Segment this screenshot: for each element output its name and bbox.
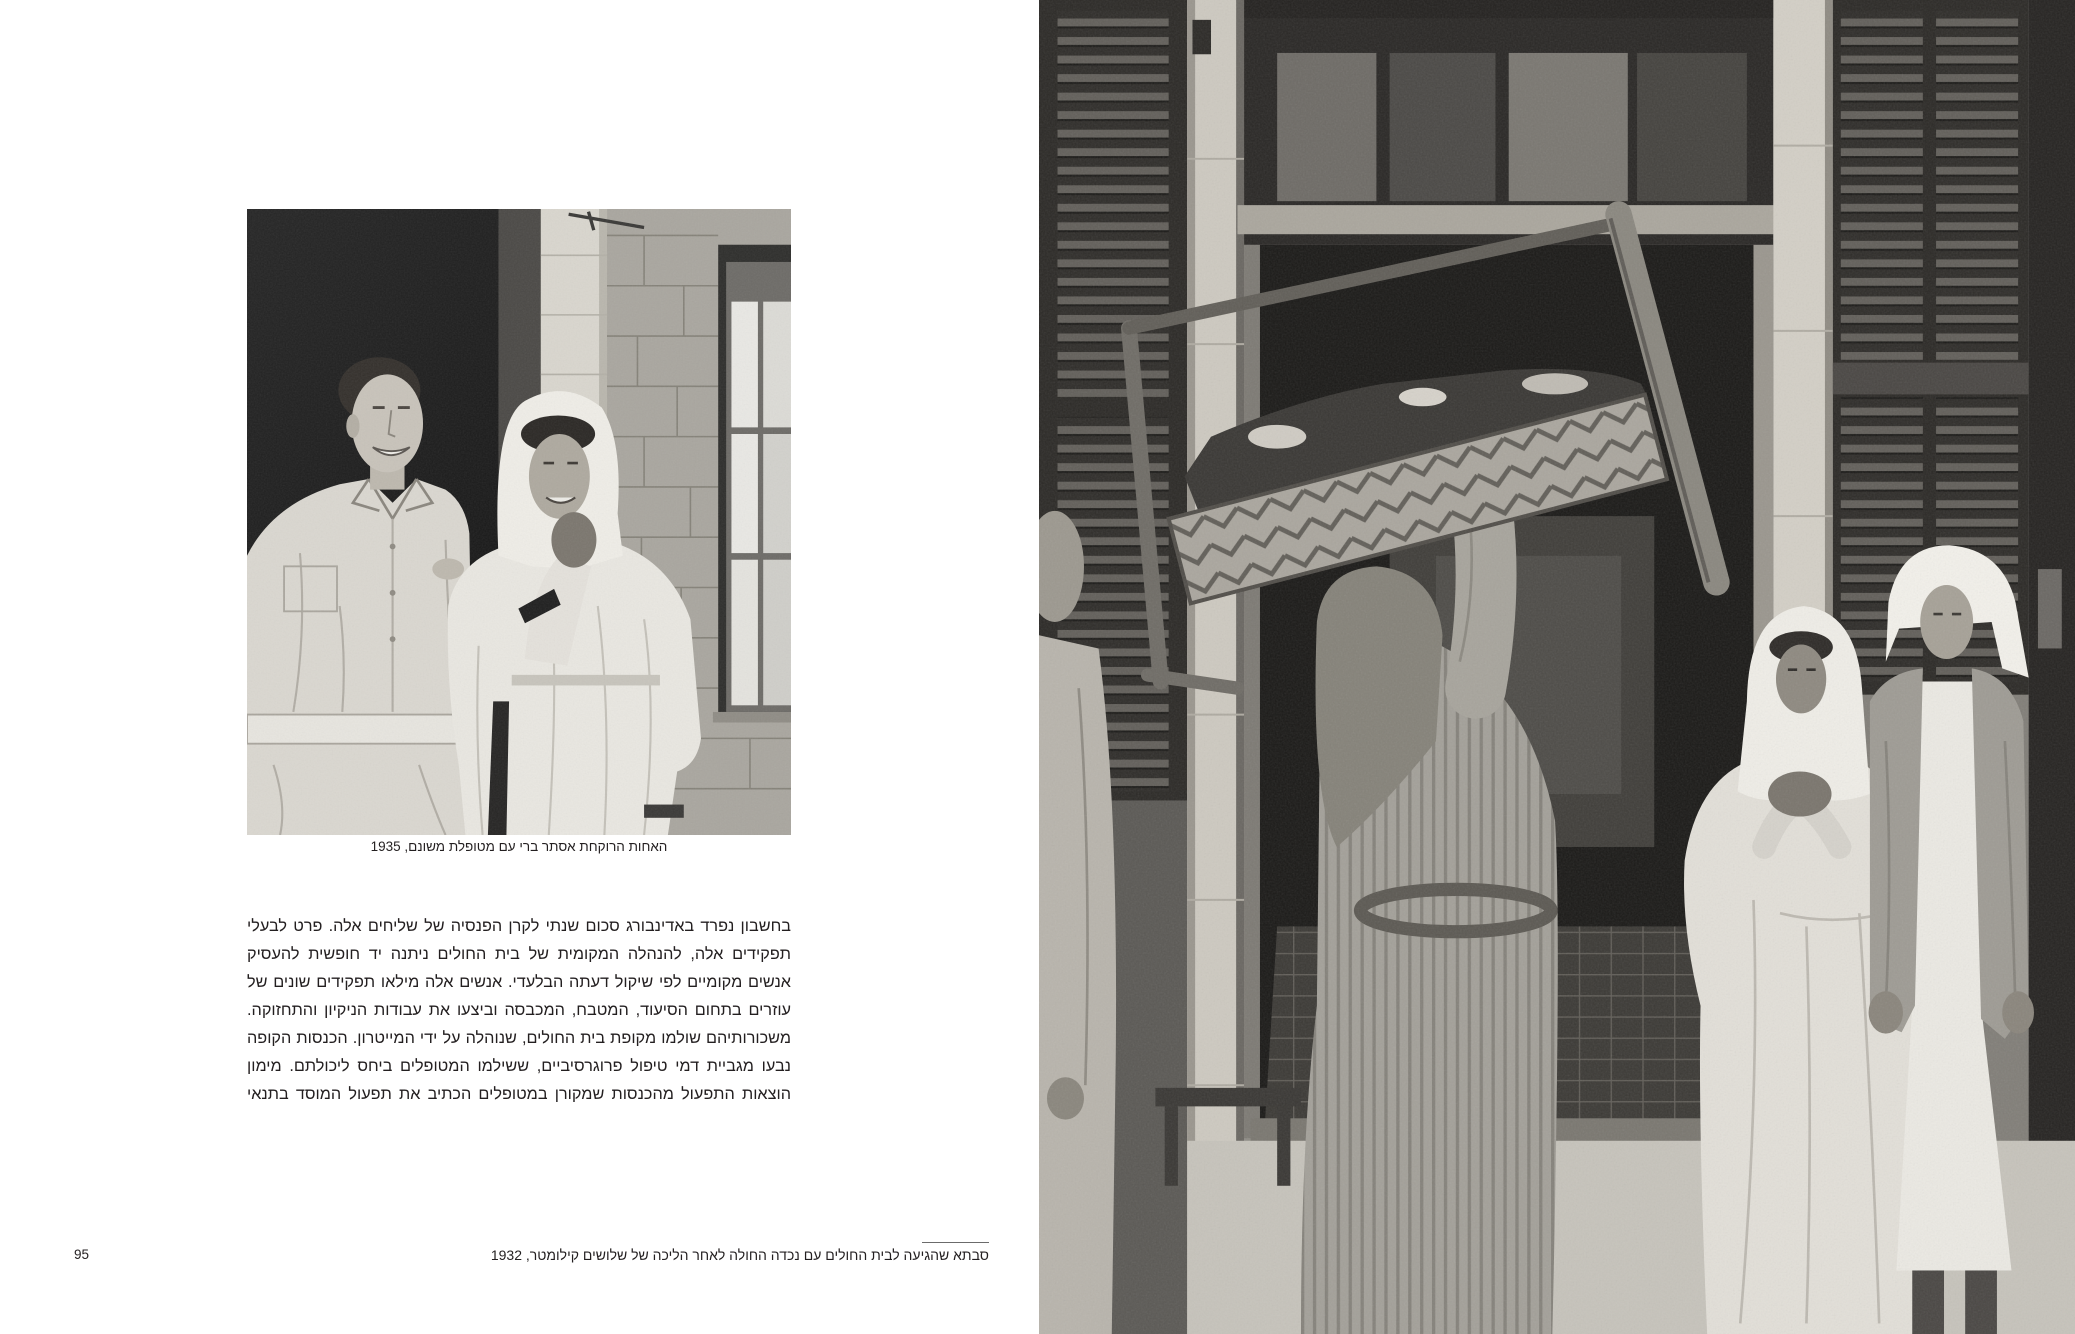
body-line-text: עוזרים בתחום הסיעוד, המטבח, המכבסה וביצעו את עבודות הניקיון והתחזוקה. [247, 1001, 791, 1019]
body-line [247, 968, 791, 996]
body-line-text: נבעו מגביית דמי טיפול פרוגרסיביים, ששילמו המטופלים ביחס ליכולתם. מימון [247, 1057, 791, 1075]
body-line-text: משכורותיהם שולמו מקופת בית החולים, שנוהלה על ידי המייטרון. הכנסות הקופה [247, 1029, 791, 1047]
body-line [247, 912, 791, 940]
footnote-rule [922, 1242, 989, 1243]
photo-grain [1039, 0, 2075, 1334]
body-text [247, 912, 791, 1108]
body-line [247, 1052, 791, 1080]
body-line [247, 1080, 791, 1108]
body-line-text: אנשים מקומיים לפי שיקול דעתה הבלעדי. אנשים אלה מילאו תפקידים שונים של [247, 973, 791, 991]
right-page-photo [1039, 0, 2075, 1334]
body-line [247, 1024, 791, 1052]
photo-caption: האחות הרוקחת אסתר ברי עם מטופלת משונם, 1935 [370, 839, 668, 854]
footnote-caption: סבתא שהגיעה לבית החולים עם נכדה החולה לאחר הליכה של שלושים קילומטר, 1932 [490, 1247, 989, 1263]
body-line-text: תפקידים אלה, להנהלה המקומית של בית החולים ניתנה יד חופשית להעסיק [247, 945, 791, 963]
body-line [247, 996, 791, 1024]
body-line [247, 940, 791, 968]
page-number: 95 [74, 1247, 90, 1262]
left-page-photo [247, 209, 791, 835]
body-line-text: בחשבון נפרד באדינבורג סכום שנתי לקרן הפנסיה של שליחים אלה. פרט לבעלי [247, 917, 791, 935]
photo-grain [247, 209, 791, 835]
body-line-text: הוצאות התפעול מהכנסות שמקורן במטופלים הכתיב את תפעול המוסד בתנאי [247, 1085, 791, 1103]
